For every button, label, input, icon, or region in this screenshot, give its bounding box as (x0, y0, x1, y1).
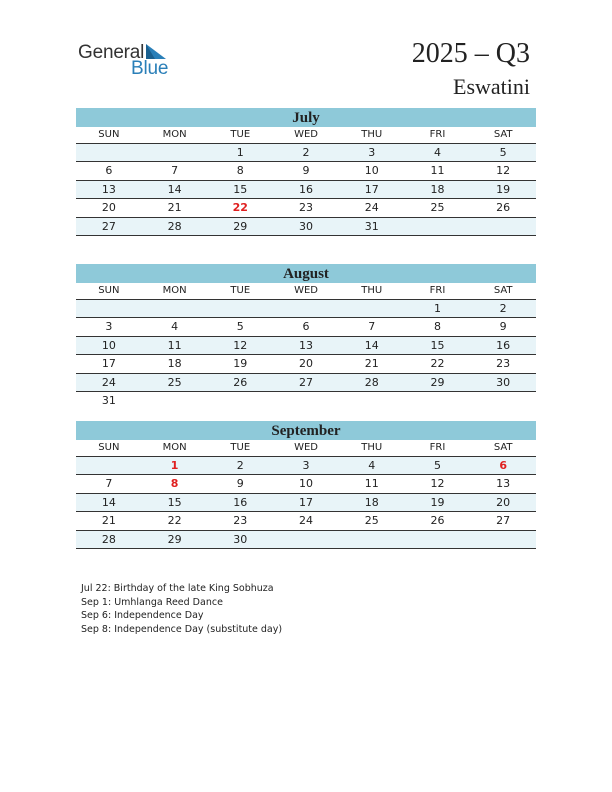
day-cell: 11 (430, 164, 445, 178)
week-row (76, 475, 536, 493)
day-cell (339, 531, 405, 548)
day-cell: 21 (364, 357, 379, 371)
day-cell: 31 (101, 393, 116, 407)
day-cell: 12 (430, 477, 445, 491)
weekday-label: THU (361, 129, 383, 140)
weekday-label: TUE (230, 285, 251, 296)
week-row (76, 162, 536, 180)
day-cell: 12 (496, 164, 511, 178)
weekday-label: MON (162, 442, 187, 453)
month-august (76, 264, 536, 409)
day-cell: 11 (167, 338, 182, 352)
day-cell: 14 (167, 182, 182, 196)
weekday-label: FRI (429, 442, 446, 453)
week-row (76, 457, 536, 475)
day-cell: 17 (364, 182, 379, 196)
weekday-label: SAT (493, 442, 513, 453)
day-cell: 13 (299, 338, 314, 352)
day-cell: 13 (101, 182, 116, 196)
day-cell: 26 (233, 375, 248, 389)
day-cell: 15 (430, 338, 445, 352)
day-cell: 27 (299, 375, 314, 389)
day-cell: 30 (299, 219, 314, 233)
day-cell: 2 (499, 302, 507, 315)
day-cell: 26 (496, 201, 511, 215)
brand-logo (78, 40, 178, 80)
weekday-label: SAT (493, 129, 513, 140)
weekday-label: TUE (230, 129, 251, 140)
day-cell: 21 (167, 201, 182, 215)
weekday-label: FRI (429, 285, 446, 296)
week-row (76, 512, 536, 530)
day-cell: 28 (101, 532, 116, 546)
week-row (76, 218, 536, 236)
day-cell: 20 (299, 357, 314, 371)
day-cell: 19 (496, 182, 511, 196)
day-cell: 30 (496, 375, 511, 389)
week-row (76, 355, 536, 373)
weekday-label: WED (294, 129, 318, 140)
holiday-note: Sep 6: Independence Day (81, 610, 204, 621)
week-row (76, 199, 536, 217)
country-name: Eswatini (453, 74, 530, 99)
day-cell: 9 (499, 320, 507, 334)
day-cell (405, 531, 471, 548)
day-cell: 3 (105, 320, 113, 334)
weekday-label: FRI (429, 129, 446, 140)
day-cell: 23 (496, 357, 511, 371)
day-cell: 11 (364, 477, 379, 491)
holiday-note: Sep 1: Umhlanga Reed Dance (81, 596, 223, 608)
weekday-label: THU (361, 442, 383, 453)
weekday-header-row (76, 440, 536, 457)
day-cell: 9 (236, 477, 244, 491)
weekday-header-row (76, 127, 536, 144)
day-cell: 17 (101, 357, 116, 371)
day-cell: 2 (236, 459, 244, 472)
day-cell: 29 (167, 532, 182, 546)
day-cell (76, 144, 142, 161)
day-cell: 1 (433, 302, 441, 315)
day-cell: 16 (496, 338, 511, 352)
day-cell: 25 (167, 375, 182, 389)
day-cell: 10 (364, 164, 379, 178)
week-row (76, 531, 536, 549)
day-cell: 8 (170, 477, 179, 491)
day-cell: 25 (430, 201, 445, 215)
day-cell: 17 (299, 495, 314, 509)
brand-word-blue: Blue (131, 58, 169, 79)
day-cell: 18 (364, 495, 379, 509)
day-cell: 27 (101, 219, 116, 233)
holiday-notes (81, 582, 282, 636)
month-header: August (76, 264, 536, 283)
day-cell: 24 (364, 201, 379, 215)
day-cell: 28 (167, 219, 182, 233)
day-cell (76, 457, 142, 474)
day-cell: 14 (364, 338, 379, 352)
day-cell: 8 (236, 164, 244, 178)
day-cell: 4 (171, 320, 179, 334)
page-title: 2025 – Q3 (411, 38, 530, 69)
weekday-label: SAT (493, 285, 513, 296)
day-cell: 7 (105, 477, 113, 491)
day-cell: 10 (101, 338, 116, 352)
day-cell: 16 (233, 495, 248, 509)
day-cell: 20 (496, 495, 511, 509)
day-cell: 29 (233, 219, 248, 233)
day-cell: 20 (101, 201, 116, 215)
day-cell (273, 392, 339, 409)
day-cell: 12 (233, 338, 248, 352)
day-cell: 3 (368, 146, 376, 159)
day-cell: 8 (433, 320, 441, 334)
day-cell: 10 (299, 477, 314, 491)
weekday-header-row (76, 283, 536, 300)
weekday-label: SUN (98, 285, 120, 296)
day-cell (405, 218, 471, 235)
day-cell (207, 300, 273, 317)
weekday-label: WED (294, 285, 318, 296)
day-cell: 6 (302, 320, 310, 334)
day-cell: 3 (302, 459, 310, 472)
day-cell (142, 392, 208, 409)
weekday-label: WED (294, 442, 318, 453)
weekday-label: SUN (98, 442, 120, 453)
week-row (76, 181, 536, 199)
day-cell: 5 (236, 320, 244, 334)
weekday-label: MON (162, 285, 187, 296)
day-cell: 22 (232, 201, 248, 215)
holiday-note: Sep 8: Independence Day (substitute day) (81, 623, 283, 635)
day-cell: 13 (496, 477, 511, 491)
month-september (76, 421, 536, 549)
week-row (76, 318, 536, 336)
day-cell: 15 (167, 495, 182, 509)
weekday-label: THU (361, 285, 383, 296)
month-header: July (76, 108, 536, 127)
day-cell: 23 (233, 514, 248, 528)
day-cell (339, 392, 405, 409)
day-cell: 7 (171, 164, 179, 178)
day-cell: 27 (496, 514, 511, 528)
holiday-note: Jul 22: Birthday of the late King Sobhuza (81, 583, 274, 594)
day-cell (405, 392, 471, 409)
weekday-label: MON (162, 129, 187, 140)
day-cell (470, 392, 536, 409)
day-cell: 28 (364, 375, 379, 389)
day-cell: 4 (433, 146, 441, 159)
day-cell: 5 (433, 459, 441, 472)
week-row (76, 494, 536, 512)
day-cell: 21 (101, 514, 116, 528)
day-cell: 16 (299, 182, 314, 196)
month-header: September (76, 421, 536, 440)
day-cell: 19 (430, 495, 445, 509)
day-cell (470, 531, 536, 548)
day-cell: 24 (299, 514, 314, 528)
day-cell (76, 300, 142, 317)
day-cell: 22 (430, 357, 445, 371)
day-cell (142, 144, 208, 161)
day-cell: 18 (167, 357, 182, 371)
day-cell: 4 (368, 459, 376, 472)
day-cell: 15 (233, 182, 248, 196)
day-cell (273, 300, 339, 317)
day-cell: 6 (105, 164, 113, 178)
day-cell: 26 (430, 514, 445, 528)
day-cell: 23 (299, 201, 314, 215)
day-cell: 29 (430, 375, 445, 389)
week-row (76, 374, 536, 392)
day-cell: 1 (236, 146, 244, 159)
day-cell: 6 (499, 459, 507, 472)
day-cell: 18 (430, 182, 445, 196)
day-cell: 1 (170, 459, 179, 472)
day-cell: 31 (364, 219, 379, 233)
day-cell: 7 (368, 320, 376, 334)
month-july (76, 108, 536, 236)
brand-word-general: General (78, 42, 145, 63)
day-cell: 25 (364, 514, 379, 528)
day-cell: 14 (101, 495, 116, 509)
day-cell (207, 392, 273, 409)
day-cell: 2 (302, 146, 310, 159)
weekday-label: TUE (230, 442, 251, 453)
day-cell: 22 (167, 514, 182, 528)
week-row (76, 392, 536, 409)
day-cell: 30 (233, 532, 248, 546)
day-cell: 9 (302, 164, 310, 178)
day-cell (273, 531, 339, 548)
week-row (76, 337, 536, 355)
weekday-label: SUN (98, 129, 120, 140)
day-cell: 19 (233, 357, 248, 371)
day-cell (339, 300, 405, 317)
day-cell (470, 218, 536, 235)
day-cell (142, 300, 208, 317)
day-cell: 24 (101, 375, 116, 389)
week-row (76, 300, 536, 318)
week-row (76, 144, 536, 162)
day-cell: 5 (499, 146, 507, 159)
